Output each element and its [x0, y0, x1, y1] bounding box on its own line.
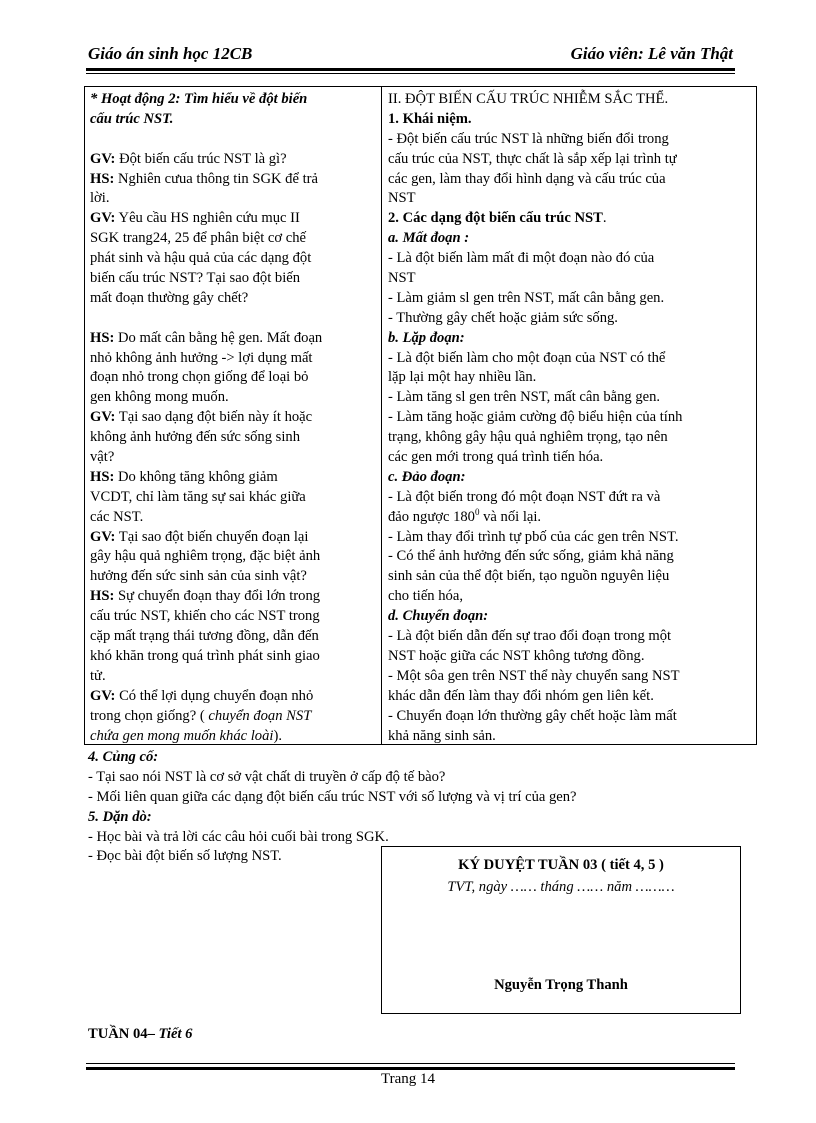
content-text: - Làm tăng hoặc giảm cường độ biểu hiện của tính	[388, 409, 683, 426]
content-text: khác dẫn đến làm thay đổi nhóm gen liên kết.	[388, 687, 654, 704]
content-text: - Là đột biến trong đó một đoạn NST đứt ra và	[388, 488, 661, 505]
activity-line	[90, 209, 375, 229]
content-line	[388, 130, 752, 150]
activity-text: cấu trúc NST.	[90, 110, 174, 127]
activity-line	[90, 488, 375, 508]
activity-text: SGK trang24, 25 để phân biệt cơ chế	[90, 230, 307, 247]
activity-line	[90, 110, 375, 130]
footer-rule-thin	[86, 1063, 735, 1064]
content-tail-text: và nối lại.	[479, 508, 542, 525]
activity-text: Do mất cân bằng hệ gen. Mất đoạn	[114, 329, 323, 346]
speaker-label: GV:	[90, 409, 116, 426]
activity-text: vật?	[90, 449, 115, 466]
activity-text: cặp mất trạng thái tương đồng, dẫn đến	[90, 628, 319, 645]
activity-text: cấu trúc NST, khiến cho các NST trong	[90, 608, 320, 625]
content-text: b. Lặp đoạn:	[388, 329, 465, 346]
content-line	[388, 547, 752, 567]
page-number: Trang 14	[380, 1071, 436, 1087]
approval-date-line: TVT, ngày …… tháng …… năm ………	[447, 879, 675, 895]
content-line	[388, 508, 752, 528]
activity-line	[90, 587, 375, 607]
homework-item: - Học bài và trả lời các câu hỏi cuối bài trong SGK.	[88, 828, 389, 845]
approval-title: KÝ DUYỆT TUẦN 03 ( tiết 4, 5 )	[458, 857, 664, 873]
activity-line	[90, 289, 375, 309]
activity-text: nhỏ không ảnh hưởng -> lợi dụng mất	[90, 349, 313, 366]
speaker-label: GV:	[90, 528, 116, 545]
activity-text: gây hậu quả nghiêm trọng, đặc biệt ảnh	[90, 548, 321, 565]
content-text: - Chuyển đoạn lớn thường gây chết hoặc làm mất	[388, 707, 677, 724]
content-line	[388, 607, 752, 627]
content-text: a. Mất đoạn :	[388, 230, 470, 247]
content-text: khả năng sinh sản.	[388, 727, 496, 744]
content-text: sinh sản của thể đột biến, tạo nguồn nguyên liệu	[388, 568, 670, 585]
content-line	[388, 408, 752, 428]
activity-text: phát sinh và hậu quả của các dạng đột	[90, 250, 312, 267]
content-line	[388, 110, 752, 130]
content-line	[388, 528, 752, 548]
content-line	[388, 329, 752, 349]
content-text: NST hoặc giữa các NST không tương đồng.	[388, 647, 645, 664]
content-line	[388, 309, 752, 329]
header-rule-thin	[86, 73, 735, 74]
activity-line	[90, 667, 375, 687]
content-text: cấu trúc của NST, thực chất là sắp xếp lại trình tự	[388, 150, 677, 167]
speaker-label: HS:	[90, 468, 115, 485]
activity-italic-text: chứa gen mong muốn khác loài	[90, 727, 274, 744]
activity-text: lời.	[90, 190, 110, 207]
activity-line	[90, 727, 375, 747]
activity-italic-text: chuyển đoạn NST	[204, 707, 312, 724]
activity-line	[90, 329, 375, 349]
lesson-table	[84, 86, 757, 745]
content-tail-text: .	[602, 210, 607, 227]
content-text: đảo ngược 180	[388, 508, 475, 525]
content-text: cho tiến hóa,	[388, 588, 463, 605]
activity-line	[90, 687, 375, 707]
activity-text: Có thể lợi dụng chuyển đoạn nhỏ	[115, 687, 314, 704]
approval-signer-name: Nguyễn Trọng Thanh	[494, 977, 628, 993]
speaker-label: GV:	[90, 150, 116, 167]
week-lesson-heading	[88, 1026, 192, 1043]
content-text: - Đột biến cấu trúc NST là những biến đổi trong	[388, 130, 669, 147]
content-line	[388, 727, 752, 747]
header-lesson-plan-title: Giáo án sinh học 12CB	[88, 44, 253, 63]
activity-text: biến cấu trúc NST? Tại sao đột biến	[90, 270, 301, 287]
activity-line	[90, 150, 375, 170]
consolidation-item: - Tại sao nói NST là cơ sở vật chất di truyền ở cấp độ tế bào?	[88, 768, 446, 785]
content-text: các gen, làm thay đổi hình dạng và cấu trúc của	[388, 170, 666, 187]
content-text: 1. Khái niệm.	[388, 110, 472, 127]
content-text: - Là đột biến làm cho một đoạn của NST có thể	[388, 349, 666, 366]
consolidation-item: - Mối liên quan giữa các dạng đột biến cấu trúc NST với số lượng và vị trí của gen?	[88, 788, 577, 805]
content-text: - Làm tăng sl gen trên NST, mất cân bằng gen.	[388, 389, 661, 406]
content-text: - Làm giảm sl gen trên NST, mất cân bằng gen.	[388, 289, 665, 306]
approval-box	[381, 846, 741, 1014]
column-divider	[381, 87, 382, 744]
activity-blank-line	[90, 130, 375, 150]
homework-title: 5. Dặn dò:	[88, 808, 152, 825]
lesson-label: Tiết 6	[158, 1026, 193, 1042]
activity-line	[90, 269, 375, 289]
activity-text: tử.	[90, 667, 106, 684]
footer-rule-thick	[86, 1067, 735, 1070]
activity-text: Đột biến cấu trúc NST là gì?	[115, 150, 287, 167]
activity-line	[90, 627, 375, 647]
activity-text: gen không mong muốn.	[90, 389, 229, 406]
activity-text: không ảnh hưởng đến sức sống sinh	[90, 429, 300, 446]
activity-text: Sự chuyển đoạn thay đổi lớn trong	[114, 588, 321, 605]
activity-text: hưởng đến sức sinh sản của sinh vật?	[90, 568, 307, 585]
week-label: TUẦN 04–	[88, 1026, 159, 1042]
activity-line	[90, 448, 375, 468]
activity-line	[90, 528, 375, 548]
content-text: trạng, không gây hậu quả nghiêm trọng, tạo nên	[388, 429, 668, 446]
activity-line	[90, 428, 375, 448]
page-header	[88, 44, 733, 68]
content-line	[388, 249, 752, 269]
content-line	[388, 349, 752, 369]
content-line	[388, 388, 752, 408]
activity-text: Yêu cầu HS nghiên cứu mục II	[115, 210, 300, 227]
activity-text: Tại sao dạng đột biến này ít hoặc	[115, 409, 313, 426]
content-line	[388, 189, 752, 209]
content-line	[388, 567, 752, 587]
speaker-label: GV:	[90, 687, 116, 704]
content-line	[388, 488, 752, 508]
content-line	[388, 289, 752, 309]
content-text: c. Đảo đoạn:	[388, 468, 466, 485]
content-text: NST	[388, 270, 416, 287]
activity-tail-text: ).	[273, 727, 282, 744]
content-line	[388, 707, 752, 727]
activity-line	[90, 249, 375, 269]
content-line	[388, 428, 752, 448]
activity-line	[90, 707, 375, 727]
content-line	[388, 468, 752, 488]
activity-line	[90, 388, 375, 408]
content-line	[388, 448, 752, 468]
content-text: - Một sôa gen trên NST thể này chuyển sang NST	[388, 667, 680, 684]
activity-blank-line	[90, 309, 375, 329]
activity-line	[90, 468, 375, 488]
content-text: NST	[388, 190, 416, 207]
consolidation-title: 4. Củng cố:	[88, 749, 159, 765]
activity-line	[90, 508, 375, 528]
content-text: các gen mới trong quá trình tiến hóa.	[388, 449, 604, 466]
content-text: d. Chuyển đoạn:	[388, 608, 489, 625]
activity-line	[90, 567, 375, 587]
activity-text: khó khăn trong quá trình phát sinh giao	[90, 647, 320, 664]
header-rule-thick	[86, 68, 735, 71]
degree-superscript: 0	[474, 506, 480, 517]
activity-text: Nghiên cưua thông tin SGK để trả	[114, 170, 318, 187]
activity-text: VCDT, chỉ làm tăng sự sai khác giữa	[90, 488, 306, 505]
content-text: - Là đột biến làm mất đi một đoạn nào đó của	[388, 250, 655, 267]
content-text: - Là đột biến dẫn đến sự trao đổi đoạn trong một	[388, 628, 672, 645]
activity-line	[90, 647, 375, 667]
content-line	[388, 170, 752, 190]
header-teacher-name: Giáo viên: Lê văn Thật	[570, 44, 733, 63]
activity-text: các NST.	[90, 508, 144, 525]
speaker-label: GV:	[90, 210, 116, 227]
activity-text: Do không tăng không giảm	[114, 468, 278, 485]
content-text: - Có thể ảnh hưởng đến sức sống, giảm khả năng	[388, 548, 674, 565]
speaker-label: HS:	[90, 170, 115, 187]
content-line	[388, 269, 752, 289]
activity-text: đoạn nhỏ trong chọn giống để loại bỏ	[90, 369, 309, 386]
homework-item: - Đọc bài đột biến số lượng NST.	[88, 848, 282, 865]
speaker-label: HS:	[90, 588, 115, 605]
activity-text: Tại sao đột biến chuyển đoạn lại	[115, 528, 309, 545]
content-line	[388, 587, 752, 607]
content-text: - Thường gây chết hoặc giảm sức sống.	[388, 309, 618, 326]
content-line	[388, 229, 752, 249]
content-line	[388, 687, 752, 707]
activity-text: mất đoạn thường gây chết?	[90, 289, 249, 306]
content-line	[388, 627, 752, 647]
content-line	[388, 667, 752, 687]
activity-text: * Hoạt động 2: Tìm hiểu về đột biến	[90, 91, 308, 107]
activity-line	[90, 607, 375, 627]
activity-line	[90, 170, 375, 190]
activity-line	[90, 90, 375, 110]
content-text: lặp lại một hay nhiều lần.	[388, 369, 537, 386]
activity-line	[90, 368, 375, 388]
content-text: 2. Các dạng đột biến cấu trúc NST	[388, 210, 603, 227]
content-line	[388, 368, 752, 388]
activity-line	[90, 229, 375, 249]
teacher-student-activity-column	[90, 90, 375, 746]
activity-text: trong chọn giống? (	[90, 707, 205, 724]
content-line	[388, 209, 752, 229]
activity-line	[90, 349, 375, 369]
content-line	[388, 90, 752, 110]
activity-line	[90, 547, 375, 567]
activity-line	[90, 189, 375, 209]
activity-line	[90, 408, 375, 428]
content-line	[388, 647, 752, 667]
lesson-content-column	[388, 90, 752, 746]
speaker-label: HS:	[90, 329, 115, 346]
content-text: - Làm thay đổi trình tự pbố của các gen trên NST.	[388, 528, 679, 545]
content-text: II. ĐỘT BIẾN CẤU TRÚC NHIỄM SẮC THỂ.	[388, 91, 669, 107]
content-line	[388, 150, 752, 170]
